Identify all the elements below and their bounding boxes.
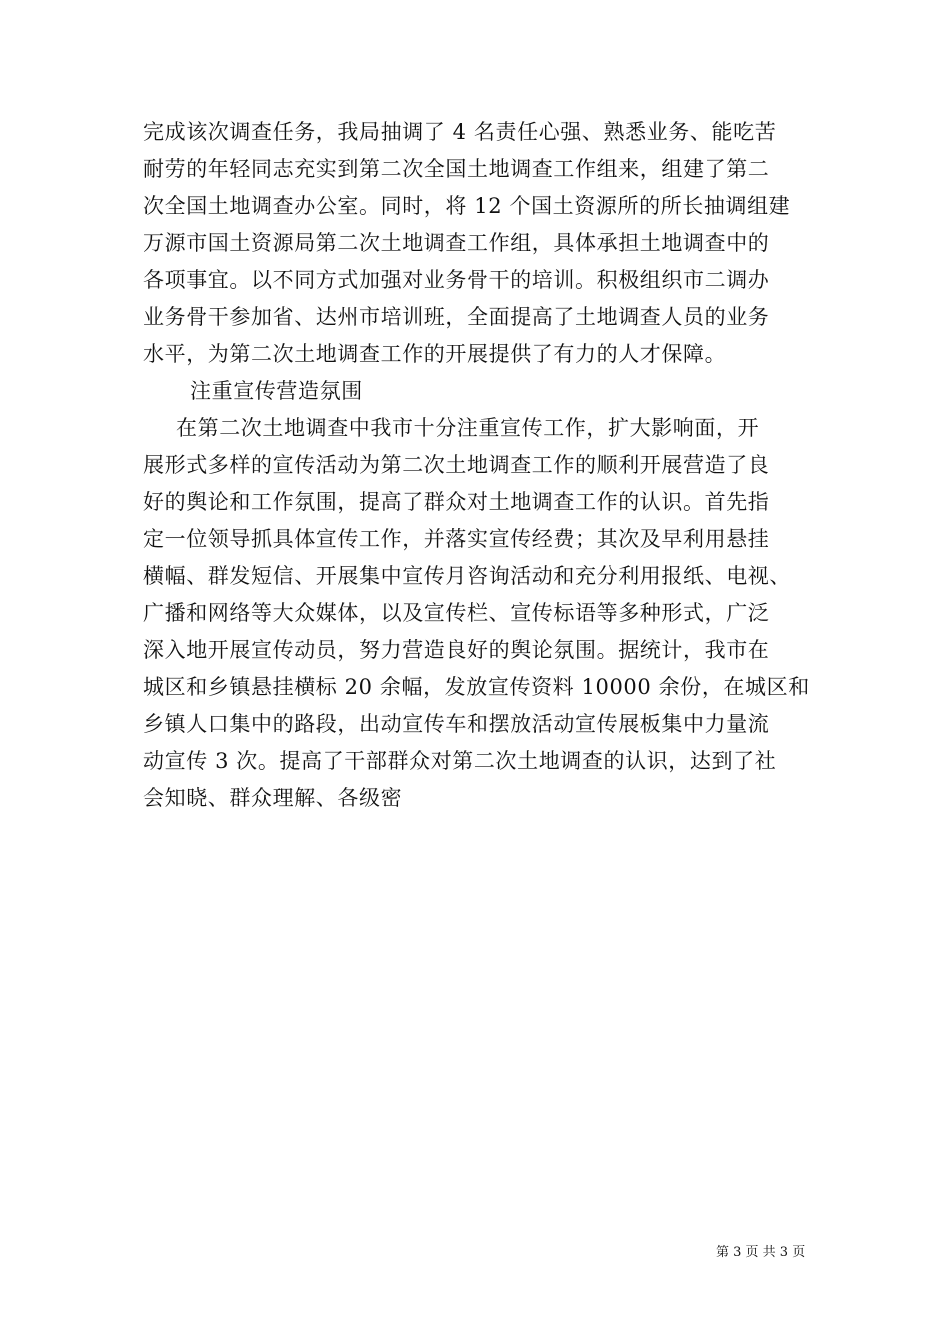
paragraph1-line-2: 耐劳的年轻同志充实到第二次全国土地调查工作组来，组建了第二: [143, 157, 770, 181]
paragraph2-line-7: 深入地开展宣传动员，努力营造良好的舆论氛围。据统计，我市在: [143, 638, 770, 662]
page-number-footer: 第 3 页 共 3 页: [716, 1245, 806, 1260]
paragraph1-line-7: 水平，为第二次土地调查工作的开展提供了有力的人才保障。: [143, 342, 727, 366]
paragraph2-line-4: 定一位领导抓具体宣传工作，并落实宣传经费；其次及早利用悬挂: [143, 527, 770, 551]
paragraph2-line-6: 广播和网络等大众媒体，以及宣传栏、宣传标语等多种形式，广泛: [143, 601, 770, 625]
paragraph1-line-6: 业务骨干参加省、达州市培训班，全面提高了土地调查人员的业务: [143, 305, 770, 329]
paragraph2-line-5: 横幅、群发短信、开展集中宣传月咨询活动和充分利用报纸、电视、: [143, 564, 791, 588]
paragraph2-line-10: 动宣传 3 次。提高了干部群众对第二次土地调查的认识，达到了社: [143, 749, 777, 773]
paragraph2-line-2: 展形式多样的宣传活动为第二次土地调查工作的顺利开展营造了良: [143, 453, 770, 477]
paragraph2-line-9: 乡镇人口集中的路段，出动宣传车和摆放活动宣传展板集中力量流: [143, 712, 770, 736]
paragraph2-line-11: 会知晓、群众理解、各级密: [143, 786, 403, 810]
paragraph1-line-4: 万源市国土资源局第二次土地调查工作组，具体承担土地调查中的: [143, 231, 770, 255]
paragraph2-line-8: 城区和乡镇悬挂横标 20 余幅，发放宣传资料 10000 余份，在城区和: [143, 675, 810, 699]
paragraph1-line-1: 完成该次调查任务，我局抽调了 4 名责任心强、熟悉业务、能吃苦: [143, 120, 777, 144]
paragraph2-line-1: 在第二次土地调查中我市十分注重宣传工作，扩大影响面，开: [176, 416, 760, 440]
section-heading: 注重宣传营造氛围: [190, 379, 363, 403]
paragraph1-line-3: 次全国土地调查办公室。同时，将 12 个国土资源所的所长抽调组建: [143, 194, 791, 218]
paragraph1-line-5: 各项事宜。以不同方式加强对业务骨干的培训。积极组织市二调办: [143, 268, 770, 292]
paragraph2-line-3: 好的舆论和工作氛围，提高了群众对土地调查工作的认识。首先指: [143, 490, 770, 514]
